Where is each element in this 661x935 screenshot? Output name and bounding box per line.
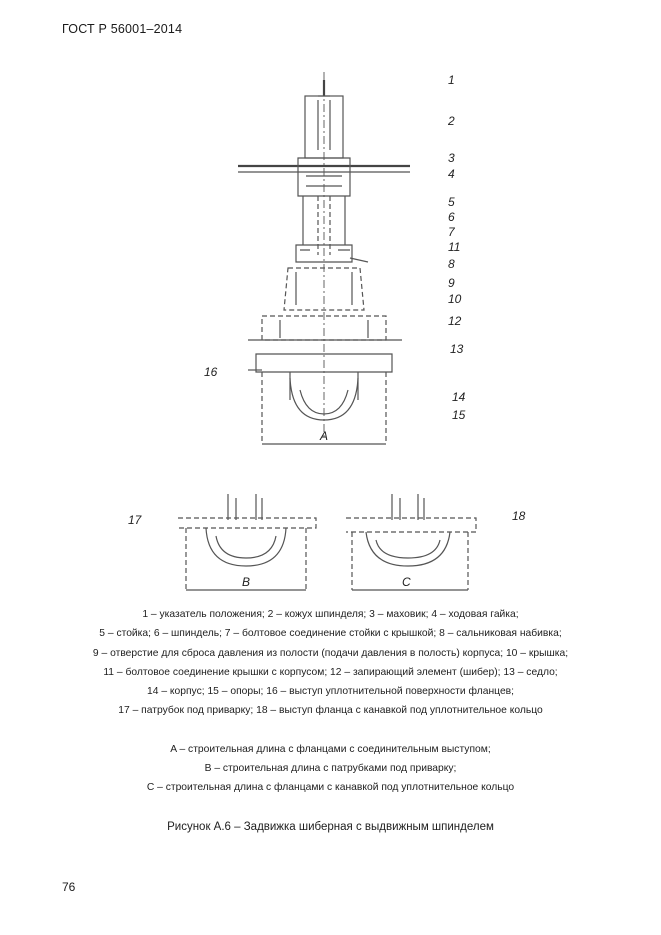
callout-4: 4 <box>448 167 455 181</box>
legend-line-2: 5 – стойка; 6 – шпиндель; 7 – болтовое соединение стойки с крышкой; 8 – сальниковая набивка; <box>99 628 562 639</box>
view-label-c: C <box>402 575 411 589</box>
callout-8: 8 <box>448 257 455 271</box>
dimension-line-b: B – строительная длина с патрубками под приварку; <box>204 763 457 774</box>
callout-14: 14 <box>452 390 466 404</box>
document-header: ГОСТ Р 56001–2014 <box>62 22 183 36</box>
view-label-a: A <box>320 429 329 443</box>
callout-11: 11 <box>448 240 461 254</box>
callout-10: 10 <box>448 292 462 306</box>
legend-line-4: 11 – болтовое соединение крышки с корпусом; 12 – запирающий элемент (шибер); 13 – седло; <box>103 667 558 678</box>
legend-line-5: 14 – корпус; 15 – опоры; 16 – выступ уплотнительной поверхности фланцев; <box>147 686 514 697</box>
callout-1: 1 <box>448 73 455 87</box>
callout-12: 12 <box>448 314 462 328</box>
callout-2: 2 <box>448 114 455 128</box>
legend-line-6: 17 – патрубок под приварку; 18 – выступ фланца с канавкой под уплотнительное кольцо <box>118 705 543 716</box>
callout-13: 13 <box>450 342 464 356</box>
callout-16: 16 <box>204 365 218 379</box>
view-label-b: B <box>242 575 251 589</box>
figure-caption: Рисунок А.6 – Задвижка шиберная с выдвижным шпинделем <box>167 821 494 833</box>
callout-3: 3 <box>448 151 455 165</box>
legend-line-1: 1 – указатель положения; 2 – кожух шпинделя; 3 – маховик; 4 – ходовая гайка; <box>142 609 519 620</box>
callout-9: 9 <box>448 276 455 290</box>
callout-17: 17 <box>128 513 142 527</box>
callout-18: 18 <box>512 509 526 523</box>
callout-7: 7 <box>448 225 455 239</box>
dimension-line-a: A – строительная длина с фланцами с соединительным выступом; <box>170 744 491 755</box>
callout-5: 5 <box>448 195 455 209</box>
page-number: 76 <box>62 880 76 894</box>
callout-6: 6 <box>448 210 455 224</box>
callout-15: 15 <box>452 408 466 422</box>
legend-line-3: 9 – отверстие для сброса давления из полости (подачи давления в полость) корпуса; 10 – крышка; <box>92 648 569 659</box>
dimension-line-c: C – строительная длина с фланцами с канавкой под уплотнительное кольцо <box>146 782 515 793</box>
